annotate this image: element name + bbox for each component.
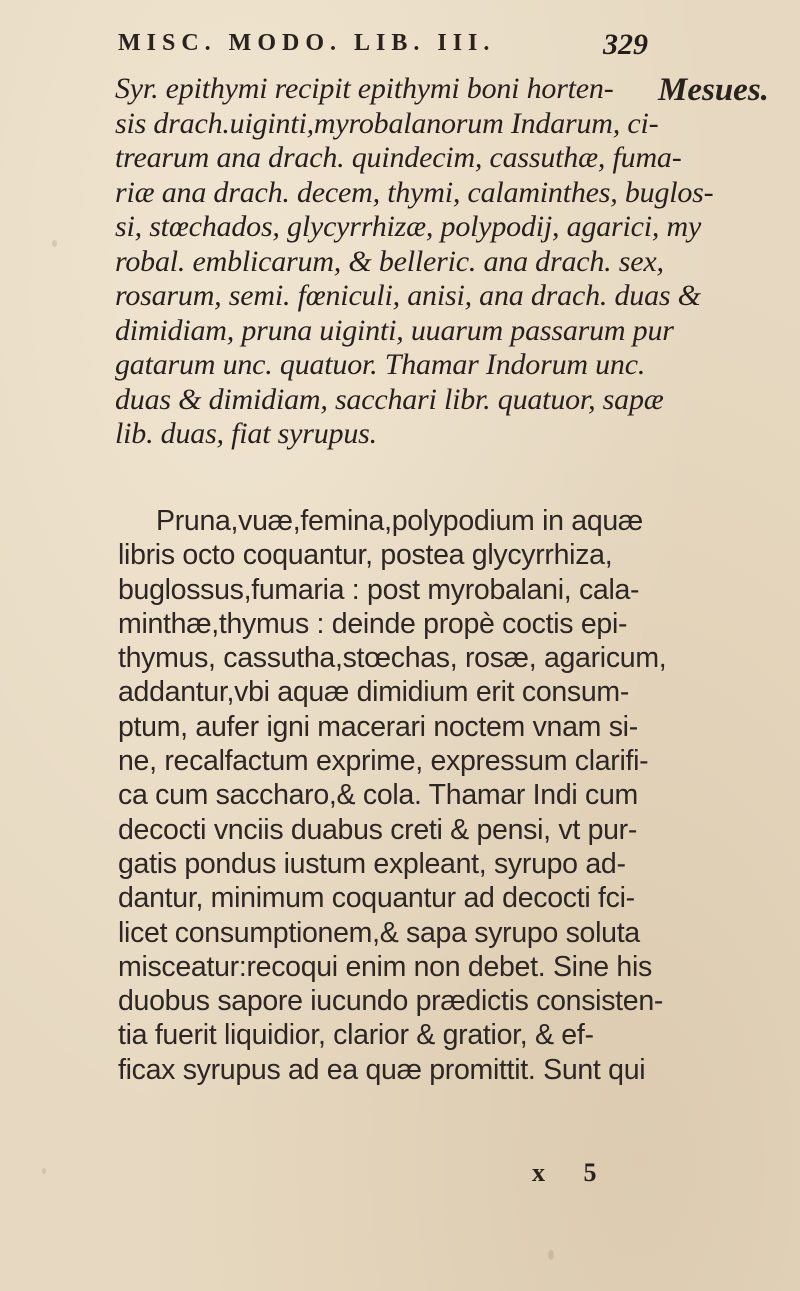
- body-line: Pruna,vuæ,femina,polypodium in aquæ: [156, 505, 643, 537]
- recipe-line: sis drach.uiginti,myrobalanorum Indarum, ci-: [115, 106, 659, 140]
- page-blemish: [548, 1250, 554, 1260]
- body-line: duobus sapore iucundo prædictis consisten-: [118, 985, 664, 1018]
- body-line: ca cum saccharo,& cola. Thamar Indi cum: [118, 779, 638, 812]
- body-line: libris octo coquantur, postea glycyrrhiza,: [118, 539, 613, 572]
- signature-mark: x 5: [532, 1158, 613, 1187]
- body-line: thymus, cassutha,stœchas, rosæ, agaricum,: [118, 642, 667, 675]
- recipe-line: dimidiam, pruna uiginti, uuarum passarum pur: [115, 313, 674, 347]
- recipe-line: riæ ana drach. decem, thymi, calaminthes, buglos-: [115, 175, 714, 209]
- body-line: ficax syrupus ad ea quæ promittit. Sunt qui: [118, 1053, 646, 1086]
- body-line: gatis pondus iustum expleant, syrupo ad-: [118, 847, 626, 880]
- margin-note: Mesues.: [658, 72, 769, 108]
- body-line: ne, recalfactum exprime, expressum clarifi-: [118, 745, 649, 778]
- body-line: ptum, aufer igni macerari noctem vnam si-: [118, 710, 638, 743]
- recipe-line: si, stœchados, glycyrrhizæ, polypodij, agarici, my: [115, 210, 702, 243]
- page-blemish: [52, 240, 57, 247]
- recipe-line: duas & dimidiam, sacchari libr. quatuor, sapæ: [115, 382, 664, 416]
- recipe-line: trearum ana drach. quindecim, cassuthæ, fuma-: [115, 141, 682, 174]
- running-head: [118, 22, 648, 62]
- body-line: decocti vnciis duabus creti & pensi, vt pur-: [118, 813, 638, 846]
- body-line: licet consumptionem,& sapa syrupo soluta: [118, 916, 640, 949]
- page-number: 329: [603, 28, 648, 61]
- body-line: buglossus,fumaria : post myrobalani, cala-: [118, 573, 640, 606]
- body-line: tia fuerit liquidior, clarior & gratior, & ef-: [118, 1019, 594, 1052]
- recipe-line: robal. emblicarum, & belleric. ana drach. sex,: [115, 244, 664, 278]
- recipe-line: gatarum unc. quatuor. Thamar Indorum unc.: [115, 348, 646, 381]
- recipe-line: lib. duas, fiat syrupus.: [115, 417, 377, 450]
- body-line: misceatur:recoqui enim non debet. Sine his: [118, 950, 652, 983]
- commentary-paragraph: [118, 504, 667, 1087]
- recipe-line: rosarum, semi. fœniculi, anisi, ana drach. duas &: [115, 279, 701, 312]
- signature-row: [0, 1158, 800, 1198]
- body-line: dantur, minimum coquantur ad decocti fci-: [118, 882, 635, 915]
- running-title: MISC. MODO. LIB. III.: [118, 30, 496, 56]
- body-line: addantur,vbi aquæ dimidium erit consum-: [118, 676, 630, 709]
- body-line: minthæ,thymus : deinde propè coctis epi-: [118, 607, 628, 640]
- recipe-line: Syr. epithymi recipit epithymi boni horten-: [115, 72, 614, 105]
